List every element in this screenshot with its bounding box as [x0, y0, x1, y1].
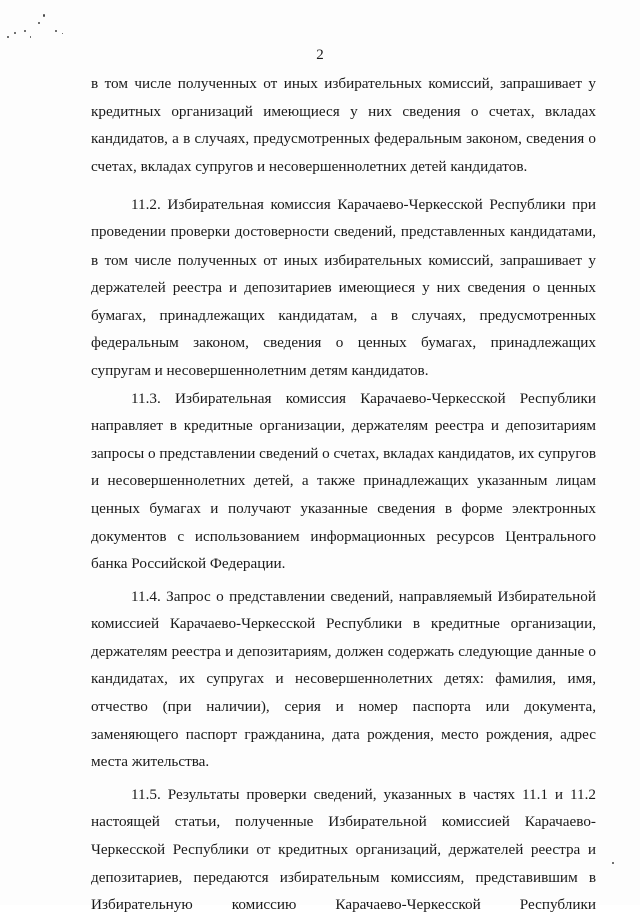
text-line: бумагах, принадлежащих кандидатам, а в случаях, предусмотренных: [91, 306, 596, 324]
text-line: заменяющего паспорт гражданина, дата рождения, место рождения, адрес: [91, 725, 596, 743]
text-line: 11.3. Избирательная комиссия Карачаево-Черкесской Республики: [131, 389, 596, 407]
text-line: отчество (при наличии), серия и номер паспорта или документа,: [91, 698, 596, 716]
text-line: банка Российской Федерации.: [91, 555, 286, 573]
text-line: 11.4. Запрос о представлении сведений, направляемый Избирательной: [131, 587, 596, 605]
scan-speck: [24, 30, 26, 32]
text-line: кандидатах, их супругах и несовершеннолетних детях: фамилия, имя,: [91, 670, 596, 688]
text-line: настоящей статьи, полученные Избирательной комиссией Карачаево-: [91, 813, 596, 831]
paragraph-continuation: [91, 70, 596, 180]
text-line: и несовершеннолетних детей, а также принадлежащих указанным лицам: [91, 472, 596, 490]
paragraph-11-2: [91, 191, 596, 384]
scan-speck: [38, 22, 40, 24]
scan-speck: [62, 33, 63, 34]
text-line: проведении проверки достоверности сведений, представленных кандидатами,: [91, 223, 596, 240]
text-line: 11.5. Результаты проверки сведений, указанных в частях 11.1 и 11.2: [131, 785, 596, 803]
text-line: супругам и несовершеннолетним детям кандидатов.: [91, 361, 429, 379]
paragraph-11-4: [91, 583, 596, 776]
text-line: 11.2. Избирательная комиссия Карачаево-Черкесской Республики при: [131, 196, 596, 214]
text-line: места жительства.: [91, 753, 210, 771]
scan-speck: [7, 36, 9, 38]
text-line: кандидатов, а в случаях, предусмотренных федеральным законом, сведения о: [91, 130, 596, 148]
text-line: кредитных организаций имеющиеся у них сведения о счетах, вкладах: [91, 102, 596, 120]
text-line: держателям реестра и депозитариям, должен содержать следующие данные о: [91, 642, 596, 660]
text-line: депозитариев, передаются избирательным комиссиям, представившим в: [91, 868, 596, 886]
scan-speck: [30, 36, 31, 38]
paragraph-11-3: [91, 385, 596, 578]
text-line: в том числе полученных от иных избирательных комиссий, запрашивает у: [91, 75, 596, 92]
scan-speck: [612, 862, 614, 864]
text-line: Черкесской Республики от кредитных организаций, держателей реестра и: [91, 841, 596, 859]
scan-speck: [43, 14, 45, 17]
page-number: 2: [316, 47, 324, 63]
text-line: запросы о представлении сведений о счетах, вкладах кандидатов, их супругов: [91, 444, 596, 462]
text-line: комиссией Карачаево-Черкесской Республики в кредитные организации,: [91, 615, 596, 633]
text-line: в том числе полученных от иных избирательных комиссий, запрашивает у: [91, 251, 596, 269]
text-line: ценных бумагах и получают указанные сведения в форме электронных: [91, 499, 596, 517]
text-line: документов с использованием информационных ресурсов Центрального: [91, 527, 596, 545]
text-line: счетах, вкладах супругов и несовершеннолетних детей кандидатов.: [91, 157, 528, 175]
text-line: федеральным законом, сведения о ценных бумагах, принадлежащих: [91, 334, 596, 352]
text-line: держателей реестра и депозитариев имеющиеся у них сведения о ценных: [91, 279, 596, 297]
scan-speck: [55, 30, 57, 32]
scan-speck: [14, 32, 16, 34]
text-line: Избирательную комиссию Карачаево-Черкесской Республики: [91, 896, 596, 914]
text-line: направляет в кредитные организации, держателям реестра и депозитариям: [91, 417, 596, 435]
document-body: [91, 70, 596, 919]
paragraph-11-5: [91, 781, 596, 919]
